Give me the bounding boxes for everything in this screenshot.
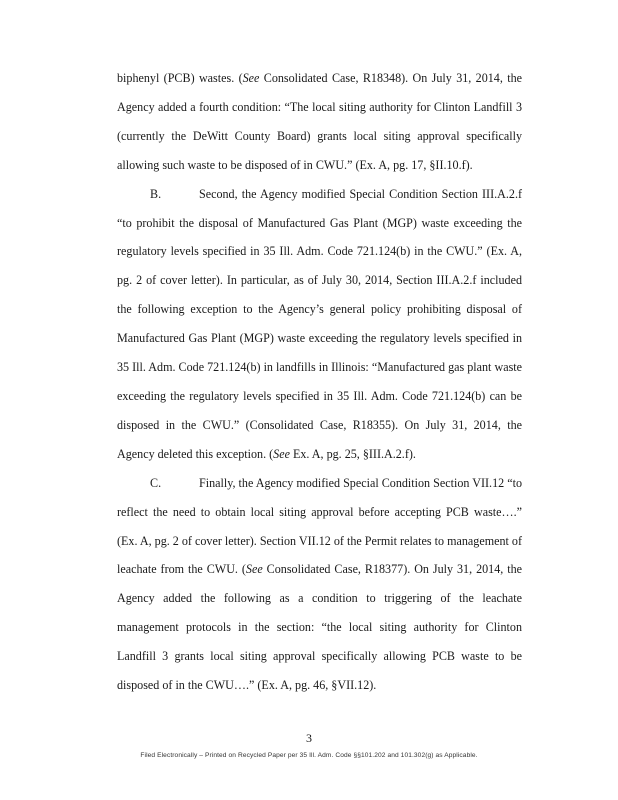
paragraph-text: Second, the Agency modified Special Condition Section III.A.2.f “to prohibit the disposal of Manufactured Gas Plant (MGP) waste exceeding the regulatory levels specified in 35 Ill. Adm. Code 721.124(b) in the CWU.” (Ex. A, pg. 2 of cover letter). In particular, as of July 30, 2014, Section III.A.2.f included the following exception to the Agency’s general policy prohibiting disposal of Manufactured Gas Plant (MGP) waste exceeding the regulatory levels specified in 35 Ill. Adm. Code 721.124(b) in landfills in Illinois: “Manufactured gas plant waste exceeding the regulatory levels specified in 35 Ill. Adm. Code 721.124(b) can be disposed in the CWU.” (Consolidated Case, R18355). On July 31, 2014, the Agency deleted this exception. ( [117,186,522,461]
page-number: 3 [306,731,312,745]
document-body [117,64,522,700]
paragraph-text: Consolidated Case, R18377). On July 31, 2014, the Agency added the following as a condition to triggering of the leachate management protocols in the section: “the local siting authority for Clinton Landfill 3 grants local siting approval specifically allowing PCB waste to be disposed of in the CWU….” (Ex. A, pg. 46, §VII.12). [117,562,522,693]
paragraph-b [117,180,522,469]
filing-footer: Filed Electronically – Printed on Recycled Paper per 35 Ill. Adm. Code §§101.202 and 101.302(g) as Applicable. [140,752,478,759]
paragraph-c [117,469,522,700]
citation-signal: See [242,71,260,85]
paragraph-text: Ex. A, pg. 25, §III.A.2.f). [289,446,416,461]
paragraph-continuation [117,64,522,180]
paragraph-label: B. [150,186,162,201]
paragraph-text: Finally, the Agency modified Special Condition Section VII.12 “to reflect the need to obtain local siting approval before accepting PCB waste….” (Ex. A, pg. 2 of cover letter). Section VII.12 of the Permit relates to management of leachate from the CWU. ( [117,475,522,577]
paragraph-text: biphenyl (PCB) wastes. ( [117,71,243,85]
paragraph-text: Consolidated Case, R18348). On July 31, 2014, the Agency added a fourth condition: “The local siting authority for Clinton Landfill 3 (currently the DeWitt County Board) grants local siting approval specifically allowing such waste to be disposed of in CWU.” (Ex. A, pg. 17, §II.10.f). [117,71,523,172]
citation-signal: See [273,446,290,461]
paragraph-label: C. [150,475,162,490]
citation-signal: See [245,562,263,577]
